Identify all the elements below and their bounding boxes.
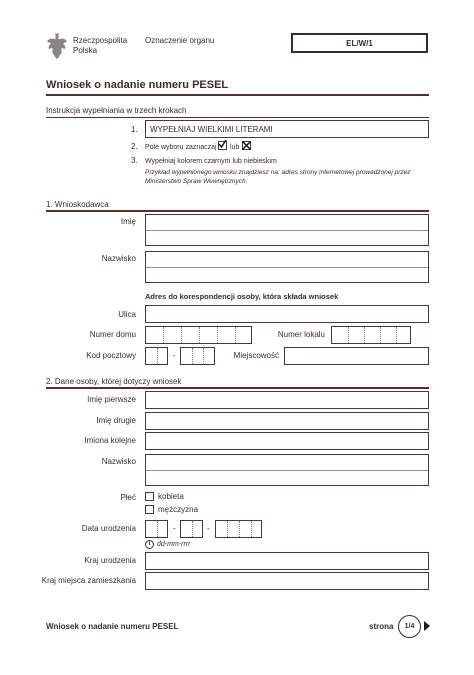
residence-country-label: Kraj miejsca zamieszkania — [41, 576, 136, 585]
section2-rule — [46, 387, 429, 389]
second-name-label: Imię drugie — [96, 416, 136, 425]
birth-day-field[interactable] — [145, 520, 168, 538]
eagle-emblem-icon — [46, 33, 68, 60]
page-number-badge — [398, 615, 421, 638]
check-icon — [218, 141, 227, 150]
male-label: mężczyzna — [158, 505, 199, 514]
emblem-line2: Polska — [73, 46, 98, 55]
form-code: EL/W/1 — [346, 39, 373, 48]
applicant-first-name-label: Imię — [120, 217, 136, 226]
step1-text: WYPEŁNIAJ WIELKIMI LITERAMI — [150, 125, 273, 134]
last-name-field[interactable] — [145, 454, 429, 486]
step1-example-field — [145, 120, 429, 138]
city-label: Miejscowość — [233, 351, 279, 360]
postal-code-first-field[interactable] — [145, 347, 168, 365]
birth-month-field[interactable] — [180, 520, 203, 538]
step1-number: 1. — [131, 125, 138, 134]
birth-date-dash2: - — [207, 524, 210, 533]
street-label: Ulica — [118, 310, 136, 319]
second-name-field[interactable] — [145, 412, 429, 430]
page-title: Wniosek o nadanie numeru PESEL — [46, 79, 229, 91]
postal-code-second-field[interactable] — [180, 347, 215, 365]
step2-number: 2. — [131, 142, 138, 151]
city-field[interactable] — [284, 347, 429, 365]
female-checkbox[interactable] — [145, 492, 154, 501]
step2-or: lub — [230, 144, 240, 151]
birth-date-label: Data urodzenia — [81, 524, 136, 533]
further-names-field[interactable] — [145, 432, 429, 450]
birth-year-field[interactable] — [215, 520, 262, 538]
last-name-label: Nazwisko — [101, 457, 136, 466]
first-name-label: Imię pierwsze — [87, 395, 136, 404]
step2-text: Pole wyboru zaznaczaj — [145, 144, 217, 151]
form-code-box — [291, 33, 428, 53]
section1-heading: 1. Wnioskodawca — [46, 200, 109, 209]
triangle-right-icon[interactable] — [424, 621, 430, 631]
footer-title: Wniosek o nadanie numeru PESEL — [46, 622, 179, 631]
page-number: 1/4 — [404, 623, 415, 630]
section1-rule — [46, 210, 429, 212]
house-number-label: Numer domu — [89, 330, 136, 339]
birth-country-field[interactable] — [145, 552, 429, 570]
applicant-last-name-field[interactable] — [145, 251, 429, 283]
instructions-rule — [46, 117, 429, 118]
date-format-hint: dd-mm-rrrr — [157, 541, 191, 548]
applicant-last-name-label: Nazwisko — [101, 254, 136, 263]
birth-date-dash1: - — [173, 524, 176, 533]
x-mark-icon — [242, 141, 251, 150]
house-number-field[interactable] — [145, 326, 252, 344]
postal-code-label: Kod pocztowy — [86, 351, 136, 360]
title-rule — [46, 94, 429, 96]
address-heading: Adres do korespondencji osoby, która składa wniosek — [145, 292, 339, 301]
female-label: kobieta — [158, 492, 184, 501]
info-icon: i — [145, 540, 154, 549]
first-name-field[interactable] — [145, 391, 429, 409]
apartment-number-field[interactable] — [331, 326, 411, 344]
step3-number: 3. — [131, 156, 138, 165]
example-note-line1: Przykład wypełnionego wniosku znajdziesz na: adres strony internetowej prowadzonej przez — [145, 169, 411, 176]
organ-label: Oznaczenie organu — [145, 36, 215, 45]
example-note-line2: Ministerstwo Spraw Wewnętrznych. — [145, 178, 248, 185]
emblem-line1: Rzeczpospolita — [73, 36, 128, 45]
section2-heading: 2. Dane osoby, której dotyczy wniosek — [46, 377, 182, 386]
instructions-heading: Instrukcja wypełniania w trzech krokach — [46, 106, 187, 115]
step3-text: Wypełniaj kolorem czarnym lub niebieskim — [145, 158, 277, 165]
birth-country-label: Kraj urodzenia — [84, 556, 136, 565]
male-checkbox[interactable] — [145, 505, 154, 514]
residence-country-field[interactable] — [145, 572, 429, 590]
apartment-number-label: Numer lokalu — [277, 330, 325, 339]
sex-label: Płeć — [120, 493, 136, 502]
further-names-label: Imiona kolejne — [84, 436, 136, 445]
street-field[interactable] — [145, 305, 429, 323]
page-label: strona — [369, 622, 394, 631]
applicant-first-name-field[interactable] — [145, 214, 429, 246]
postal-code-dash: - — [173, 351, 176, 360]
